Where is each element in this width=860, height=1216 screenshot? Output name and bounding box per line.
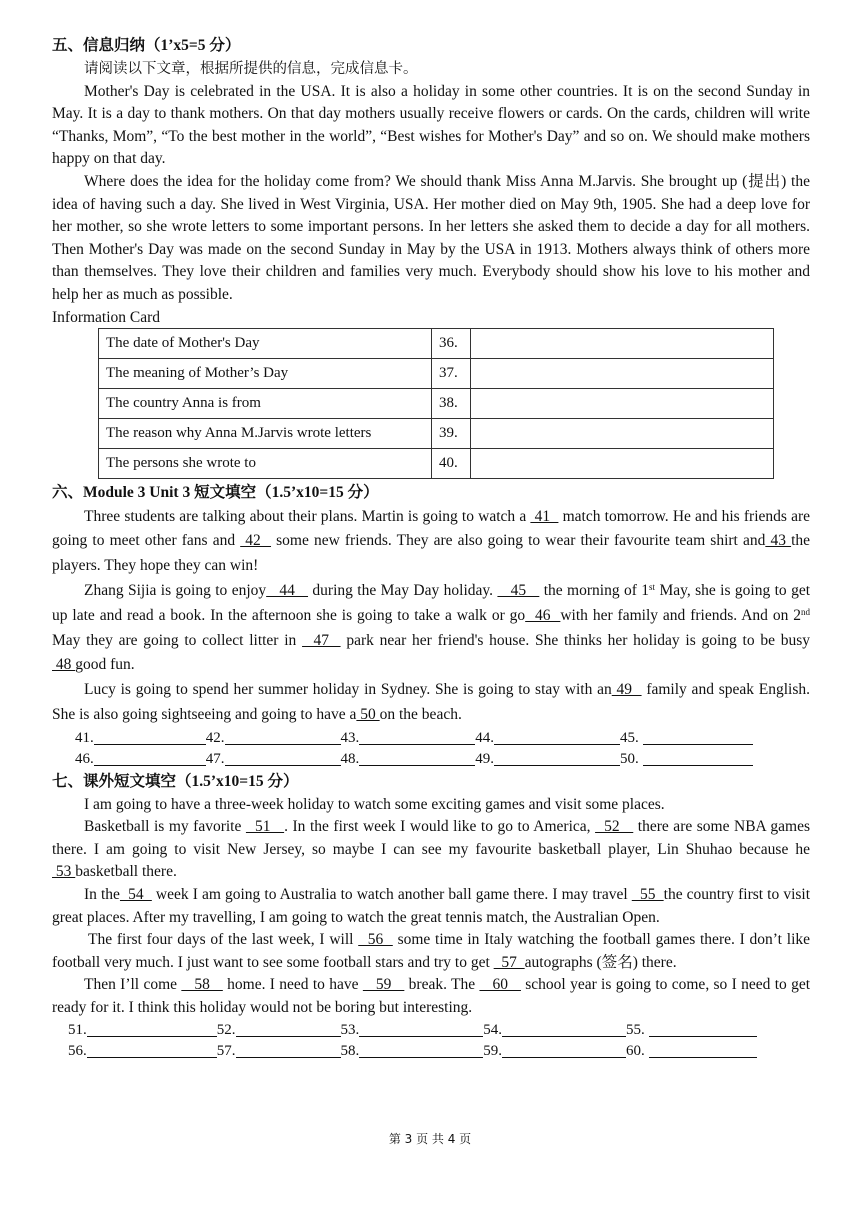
blank-53[interactable]: 53 — [52, 863, 76, 881]
answer-cell[interactable] — [471, 328, 774, 358]
table-row — [99, 358, 774, 388]
answer-cell[interactable] — [471, 388, 774, 418]
row-label: The reason why Anna M.Jarvis wrote letters — [99, 418, 432, 448]
answer-54[interactable]: 54. — [483, 1020, 626, 1041]
blank-41[interactable]: 41 — [530, 507, 559, 525]
blank-52[interactable]: 52 — [595, 818, 634, 836]
section7-paragraph-5: Then I’ll come 58 home. I need to have 59 break. The 60 school year is going to come, so I need to get ready for it. I think this holiday would not be boring but interesting. — [52, 976, 811, 1017]
information-card-title: Information Card — [52, 308, 161, 326]
answer-57[interactable]: 57. — [217, 1041, 341, 1062]
answer-43[interactable]: 43. — [341, 728, 476, 749]
answer-49[interactable]: 49. — [475, 749, 620, 770]
row-label: The persons she wrote to — [99, 448, 432, 478]
answer-cell[interactable] — [471, 418, 774, 448]
section5-paragraph-1: Mother's Day is celebrated in the USA. It is also a holiday in some other countries. It is on the second Sunday in May. It is a day to thank mothers. On that day mothers usually receive flowers or cards. On the cards, children will write “Thanks, Mom”, “To the best mother in the world”, “Best wishes for Mother's Day” and so on. We should make mothers happy on that day. — [52, 82, 810, 168]
blank-58[interactable]: 58 — [181, 976, 223, 994]
page-footer: 第 3 页 共 4 页 — [388, 1132, 472, 1146]
answer-56[interactable]: 56. — [68, 1041, 217, 1062]
section7-paragraph-3: In the 54 week I am going to Australia to watch another ball game there. I may travel 55 the country first to visit great places. After my travelling, I am going to watch the great tennis match, the Australian Open. — [52, 886, 811, 926]
blank-60[interactable]: 60 — [479, 976, 521, 994]
row-label: The country Anna is from — [99, 388, 432, 418]
answer-50[interactable]: 50. — [620, 749, 753, 770]
answer-41[interactable]: 41. — [75, 728, 206, 749]
row-label: The meaning of Mother’s Day — [99, 358, 432, 388]
blank-55[interactable]: 55 — [631, 886, 664, 904]
answer-60[interactable]: 60. — [626, 1041, 757, 1062]
blank-48[interactable]: 48 — [52, 656, 76, 674]
section5-instruction: 请阅读以下文章，根据所提供的信息，完成信息卡。 — [84, 61, 418, 77]
section6-paragraph-1: Three students are talking about their plans. Martin is going to watch a 41 match tomorrow. He and his friends are going to meet other fans and 42 some new friends. They are also going to wear their favourite team shirt and 43 the players. They hope they can win! — [52, 507, 811, 575]
answer-46[interactable]: 46. — [75, 749, 206, 770]
blank-56[interactable]: 56 — [358, 931, 393, 949]
section5-title: 五、信息归纳（1’x5=5 分） — [52, 37, 241, 54]
exam-page — [52, 34, 810, 1062]
blank-43[interactable]: 43 — [765, 532, 792, 550]
blank-46[interactable]: 46 — [525, 606, 561, 624]
row-number: 37. — [432, 358, 471, 388]
blank-49[interactable]: 49 — [611, 681, 642, 699]
answer-row-41-45 — [75, 728, 810, 749]
section7-paragraph-4: The first four days of the last week, I will 56 some time in Italy watching the football games there. I don’t like football very much. I just want to see some football stars and try to get 57 autographs (签名) there. — [52, 931, 811, 971]
answer-52[interactable]: 52. — [217, 1020, 341, 1041]
table-row — [99, 388, 774, 418]
blank-42[interactable]: 42 — [240, 532, 272, 550]
blank-57[interactable]: 57 — [493, 953, 525, 971]
blank-45[interactable]: 45 — [497, 581, 540, 599]
section6-paragraph-2: Zhang Sijia is going to enjoy 44 during the May Day holiday. 45 the morning of 1st May, she is going to get up late and read a book. In the afternoon she is going to take a walk or go 46 with her family and friends. And on 2nd May they are going to collect litter in 47 park near her friend's house. She thinks her holiday is going to be busy 48 good fun. — [52, 581, 811, 674]
row-number: 39. — [432, 418, 471, 448]
table-row — [99, 328, 774, 358]
answer-59[interactable]: 59. — [483, 1041, 626, 1062]
row-number: 36. — [432, 328, 471, 358]
answer-row-51-55 — [68, 1020, 810, 1041]
blank-44[interactable]: 44 — [266, 581, 309, 599]
answer-row-46-50 — [75, 749, 810, 770]
blank-54[interactable]: 54 — [119, 886, 152, 904]
answer-55[interactable]: 55. — [626, 1020, 757, 1041]
blank-59[interactable]: 59 — [362, 976, 405, 994]
answer-53[interactable]: 53. — [341, 1020, 484, 1041]
row-label: The date of Mother's Day — [99, 328, 432, 358]
information-card-table — [98, 328, 774, 479]
table-row — [99, 448, 774, 478]
row-number: 40. — [432, 448, 471, 478]
answer-45[interactable]: 45. — [620, 728, 753, 749]
section5-paragraph-2: Where does the idea for the holiday come from? We should thank Miss Anna M.Jarvis. She brought up (提出) the idea of having such a day. She lived in West Virginia, USA. Her mother died on May 9th, 1905. She had a deep love for her mother, so she wrote letters to some important persons. In her letters she asked them to decide a day for all mothers. Then Mother's Day was made on the second Sunday in May by the USA in 1913. Mothers always think of others more than themselves. They love their children and families very much. Everybody should show his love to his mother and help her as much as possible. — [52, 172, 810, 303]
answer-42[interactable]: 42. — [206, 728, 341, 749]
section7-paragraph-2: Basketball is my favorite 51 . In the first week I would like to go to America, 52 there are some NBA games there. I am going to visit New Jersey, so maybe I can see my favourite basketball player, Lin Shuhao because he 53 basketball there. — [52, 818, 811, 881]
row-number: 38. — [432, 388, 471, 418]
section6-paragraph-3: Lucy is going to spend her summer holiday in Sydney. She is going to stay with an 49 family and speak English. She is also going sightseeing and going to have a 50 on the beach. — [52, 681, 811, 723]
table-row — [99, 418, 774, 448]
section6-title: 六、Module 3 Unit 3 短文填空（1.5’x10=15 分） — [52, 483, 379, 501]
answer-44[interactable]: 44. — [475, 728, 620, 749]
answer-58[interactable]: 58. — [341, 1041, 484, 1062]
section7-paragraph-1: I am going to have a three-week holiday to watch some exciting games and visit some places. — [84, 795, 665, 813]
answer-row-56-60 — [68, 1041, 810, 1062]
answer-cell[interactable] — [471, 448, 774, 478]
section7-title: 七、课外短文填空（1.5’x10=15 分） — [52, 772, 299, 790]
answer-47[interactable]: 47. — [206, 749, 341, 770]
blank-47[interactable]: 47 — [302, 631, 341, 649]
answer-48[interactable]: 48. — [341, 749, 476, 770]
blank-50[interactable]: 50 — [356, 705, 380, 723]
answer-cell[interactable] — [471, 358, 774, 388]
blank-51[interactable]: 51 — [245, 818, 285, 836]
answer-51[interactable]: 51. — [68, 1020, 217, 1041]
